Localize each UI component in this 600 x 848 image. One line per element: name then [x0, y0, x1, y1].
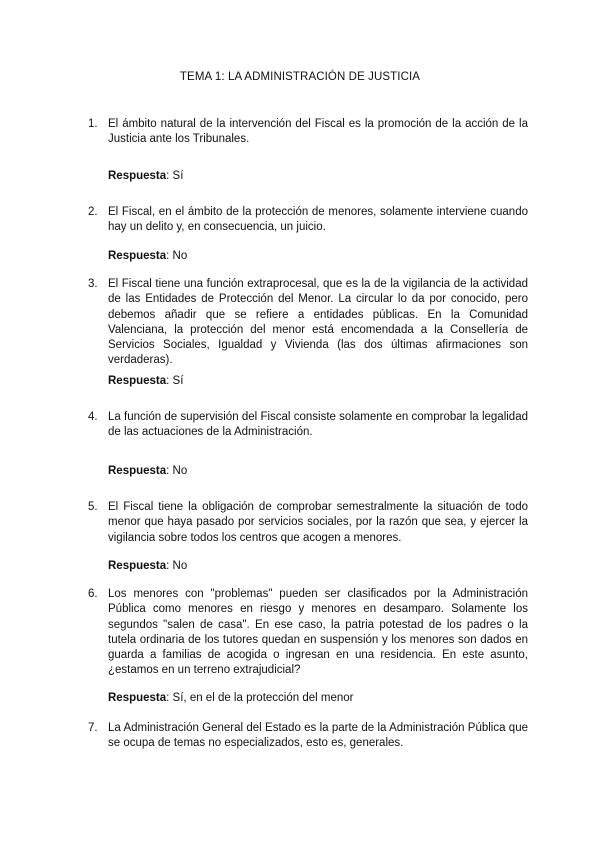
question-number: 4.: [88, 411, 98, 423]
answer-line: [108, 691, 353, 706]
question-item: [88, 117, 528, 148]
answer-label: Respuesta: [108, 560, 167, 572]
question-number: 5.: [88, 501, 98, 513]
question-item: [88, 205, 528, 236]
answer-value: : Sí: [166, 375, 184, 387]
answer-line: [108, 559, 187, 574]
question-item: [88, 721, 528, 752]
question-number: 7.: [88, 722, 98, 734]
answer-value: : Sí, en el de la protección del menor: [166, 692, 354, 704]
answer-value: : No: [166, 250, 188, 262]
answer-label: Respuesta: [108, 692, 167, 704]
question-text: El ámbito natural de la intervención del Fiscal es la promoción de la acción de la Justicia ante los Tribunales.: [108, 118, 528, 146]
question-number: 3.: [88, 278, 98, 290]
question-text: El Fiscal tiene una función extraprocesal, que es la de la vigilancia de la actividad de las Entidades de Protección del Menor. La circular lo da por conocido, pero debemos añadir que se refiere a entidades públicas. En la Comunidad Valenciana, la protección del menor está encomendada a la Consellería de Servicios Sociales, Igualdad y Vivienda (las dos últimas afirmaciones son verdaderas).: [108, 278, 528, 367]
question-text: El Fiscal, en el ámbito de la protección de menores, solamente interviene cuando hay un delito y, en consecuencia, un juicio.: [108, 206, 528, 234]
answer-label: Respuesta: [108, 250, 167, 262]
answer-line: [108, 374, 183, 389]
answer-label: Respuesta: [108, 170, 167, 182]
answer-value: : No: [166, 465, 188, 477]
question-text: La función de supervisión del Fiscal consiste solamente en comprobar la legalidad de las actuaciones de la Administración.: [108, 411, 528, 439]
answer-line: [108, 464, 187, 479]
answer-line: [108, 249, 187, 264]
question-item: [88, 500, 528, 546]
question-number: 6.: [88, 588, 98, 600]
question-item: [88, 587, 528, 679]
question-number: 2.: [88, 206, 98, 218]
answer-line: [108, 169, 183, 184]
question-text: La Administración General del Estado es la parte de la Administración Pública que se ocupa de temas no especializados, esto es, generales.: [108, 722, 528, 750]
answer-label: Respuesta: [108, 465, 167, 477]
answer-value: : Sí: [166, 170, 184, 182]
question-text: El Fiscal tiene la obligación de comprobar semestralmente la situación de todo menor que haya pasado por servicios sociales, por la razón que sea, y ejercer la vigilancia sobre todos los centros que acogen a menores.: [108, 501, 528, 544]
question-number: 1.: [88, 118, 98, 130]
question-text: Los menores con "problemas" pueden ser clasificados por la Administración Pública como menores en riesgo y menores en desamparo. Solamente los segundos "salen de casa". En ese caso, la patria potestad de los padres o la tutela ordinaria de los tutores quedan en suspensión y los menores son dados en guarda a familias de acogida o ingresan en una residencia. En este asunto, ¿estamos en un terreno extrajudicial?: [108, 588, 528, 677]
question-item: [88, 277, 528, 369]
document-title: TEMA 1: LA ADMINISTRACIÓN DE JUSTICIA: [179, 71, 421, 83]
question-item: [88, 410, 528, 441]
answer-value: : No: [166, 560, 188, 572]
answer-label: Respuesta: [108, 375, 167, 387]
